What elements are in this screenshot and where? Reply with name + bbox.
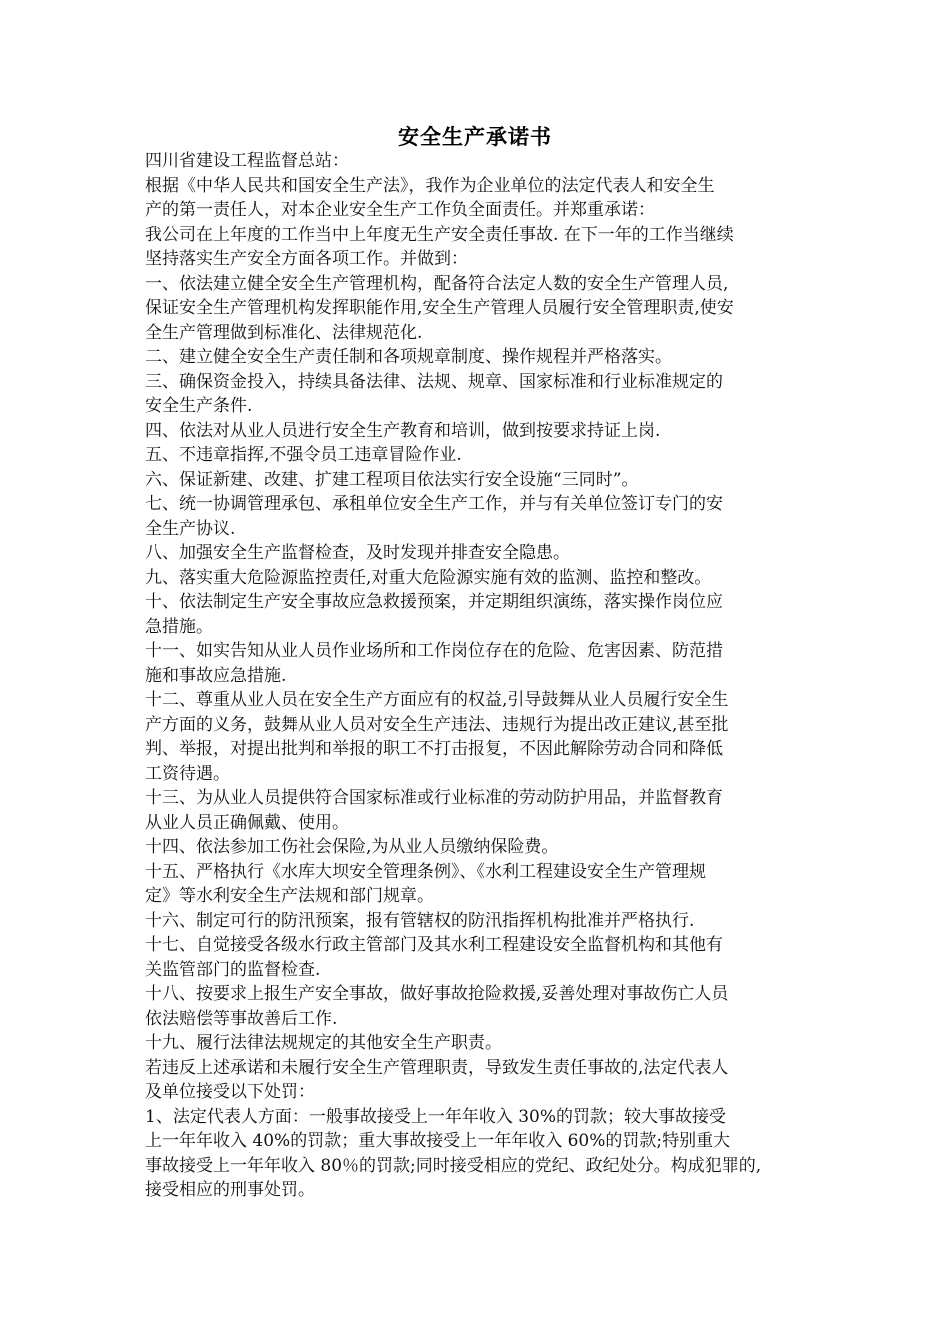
body-line: 一、依法建立健全安全生产管理机构，配备符合法定人数的安全生产管理人员, (145, 273, 729, 294)
body-line: 施和事故应急措施. (145, 665, 287, 686)
document-title: 安全生产承诺书 (398, 124, 552, 149)
document-body (145, 149, 825, 1203)
body-line: 判、举报，对提出批判和举报的职工不打击报复，不因此解除劳动合同和降低 (145, 739, 723, 759)
body-line: 1、法定代表人方面：一般事故接受上一年年收入 30%的罚款；较大事故接受 (145, 1106, 727, 1127)
body-line: 九、落实重大危险源监控责任,对重大危险源实施有效的监测、监控和整改。 (145, 567, 712, 588)
body-line: 七、统一协调管理承包、承租单位安全生产工作，并与有关单位签订专门的安 (145, 494, 723, 514)
body-line: 十二、尊重从业人员在安全生产方面应有的权益,引导鼓舞从业人员履行安全生 (145, 690, 729, 710)
body-line: 十九、履行法律法规规定的其他安全生产职责。 (145, 1033, 502, 1053)
body-line: 急措施。 (145, 616, 213, 637)
body-line: 上一年年收入 40%的罚款；重大事故接受上一年年收入 60%的罚款;特别重大 (145, 1131, 731, 1151)
body-line: 十四、依法参加工伤社会保险,为从业人员缴纳保险费。 (145, 837, 559, 857)
body-line: 十五、严格执行《水库大坝安全管理条例》、《水利工程建设安全生产管理规 (145, 861, 706, 882)
body-line: 十七、自觉接受各级水行政主管部门及其水利工程建设安全监督机构和其他有 (145, 935, 723, 955)
body-line: 五、不违章指挥,不强令员工违章冒险作业. (145, 445, 462, 465)
body-line: 定》等水利安全生产法规和部门规章。 (145, 886, 434, 906)
body-line: 四川省建设工程监督总站： (145, 151, 349, 171)
body-line: 若违反上述承诺和未履行安全生产管理职责，导致发生责任事故的,法定代表人 (145, 1057, 729, 1078)
body-line: 工资待遇。 (145, 763, 230, 784)
body-line: 全生产管理做到标准化、法律规范化. (145, 322, 423, 343)
body-line: 六、保证新建、改建、扩建工程项目依法实行安全设施“三同时”。 (145, 469, 639, 490)
body-line: 十八、按要求上报生产安全事故，做好事故抢险救援,妥善处理对事故伤亡人员 (145, 984, 729, 1004)
body-line: 根据《中华人民共和国安全生产法》，我作为企业单位的法定代表人和安全生 (145, 175, 715, 196)
body-line: 三、确保资金投入，持续具备法律、法规、规章、国家标准和行业标准规定的 (145, 371, 723, 392)
body-line: 我公司在上年度的工作当中上年度无生产安全责任事故. 在下一年的工作当继续 (145, 224, 734, 245)
body-line: 坚持落实生产安全方面各项工作。并做到： (145, 249, 468, 269)
body-line: 八、加强安全生产监督检查，及时发现并排查安全隐患。 (145, 543, 570, 563)
body-line: 依法赔偿等事故善后工作. (145, 1008, 338, 1029)
body-line: 事故接受上一年年收入 80％的罚款;同时接受相应的党纪、政纪处分。构成犯罪的, (145, 1155, 762, 1176)
body-line: 保证安全生产管理机构发挥职能作用,安全生产管理人员履行安全管理职责,使安 (145, 298, 734, 318)
body-line: 产的第一责任人，对本企业安全生产工作负全面责任。并郑重承诺： (145, 200, 655, 220)
body-line: 四、依法对从业人员进行安全生产教育和培训，做到按要求持证上岗. (145, 420, 661, 441)
body-line: 产方面的义务，鼓舞从业人员对安全生产违法、违规行为提出改正建议,甚至批 (145, 714, 729, 735)
body-line: 从业人员正确佩戴、使用。 (145, 812, 349, 833)
body-line: 关监管部门的监督检查. (145, 959, 321, 980)
body-line: 全生产协议. (145, 518, 236, 539)
body-line: 十、依法制定生产安全事故应急救援预案，并定期组织演练，落实操作岗位应 (145, 592, 723, 612)
body-line: 安全生产条件. (145, 396, 253, 416)
body-line: 十一、如实告知从业人员作业场所和工作岗位存在的危险、危害因素、防范措 (145, 641, 723, 661)
body-line: 接受相应的刑事处罚。 (145, 1180, 315, 1200)
body-line: 十六、制定可行的防汛预案，报有管辖权的防汛指挥机构批准并严格执行. (145, 910, 695, 931)
body-line: 十三、为从业人员提供符合国家标准或行业标准的劳动防护用品，并监督教育 (145, 788, 723, 808)
body-line: 二、建立健全安全生产责任制和各项规章制度、操作规程并严格落实。 (145, 347, 672, 367)
body-line: 及单位接受以下处罚： (145, 1082, 315, 1102)
